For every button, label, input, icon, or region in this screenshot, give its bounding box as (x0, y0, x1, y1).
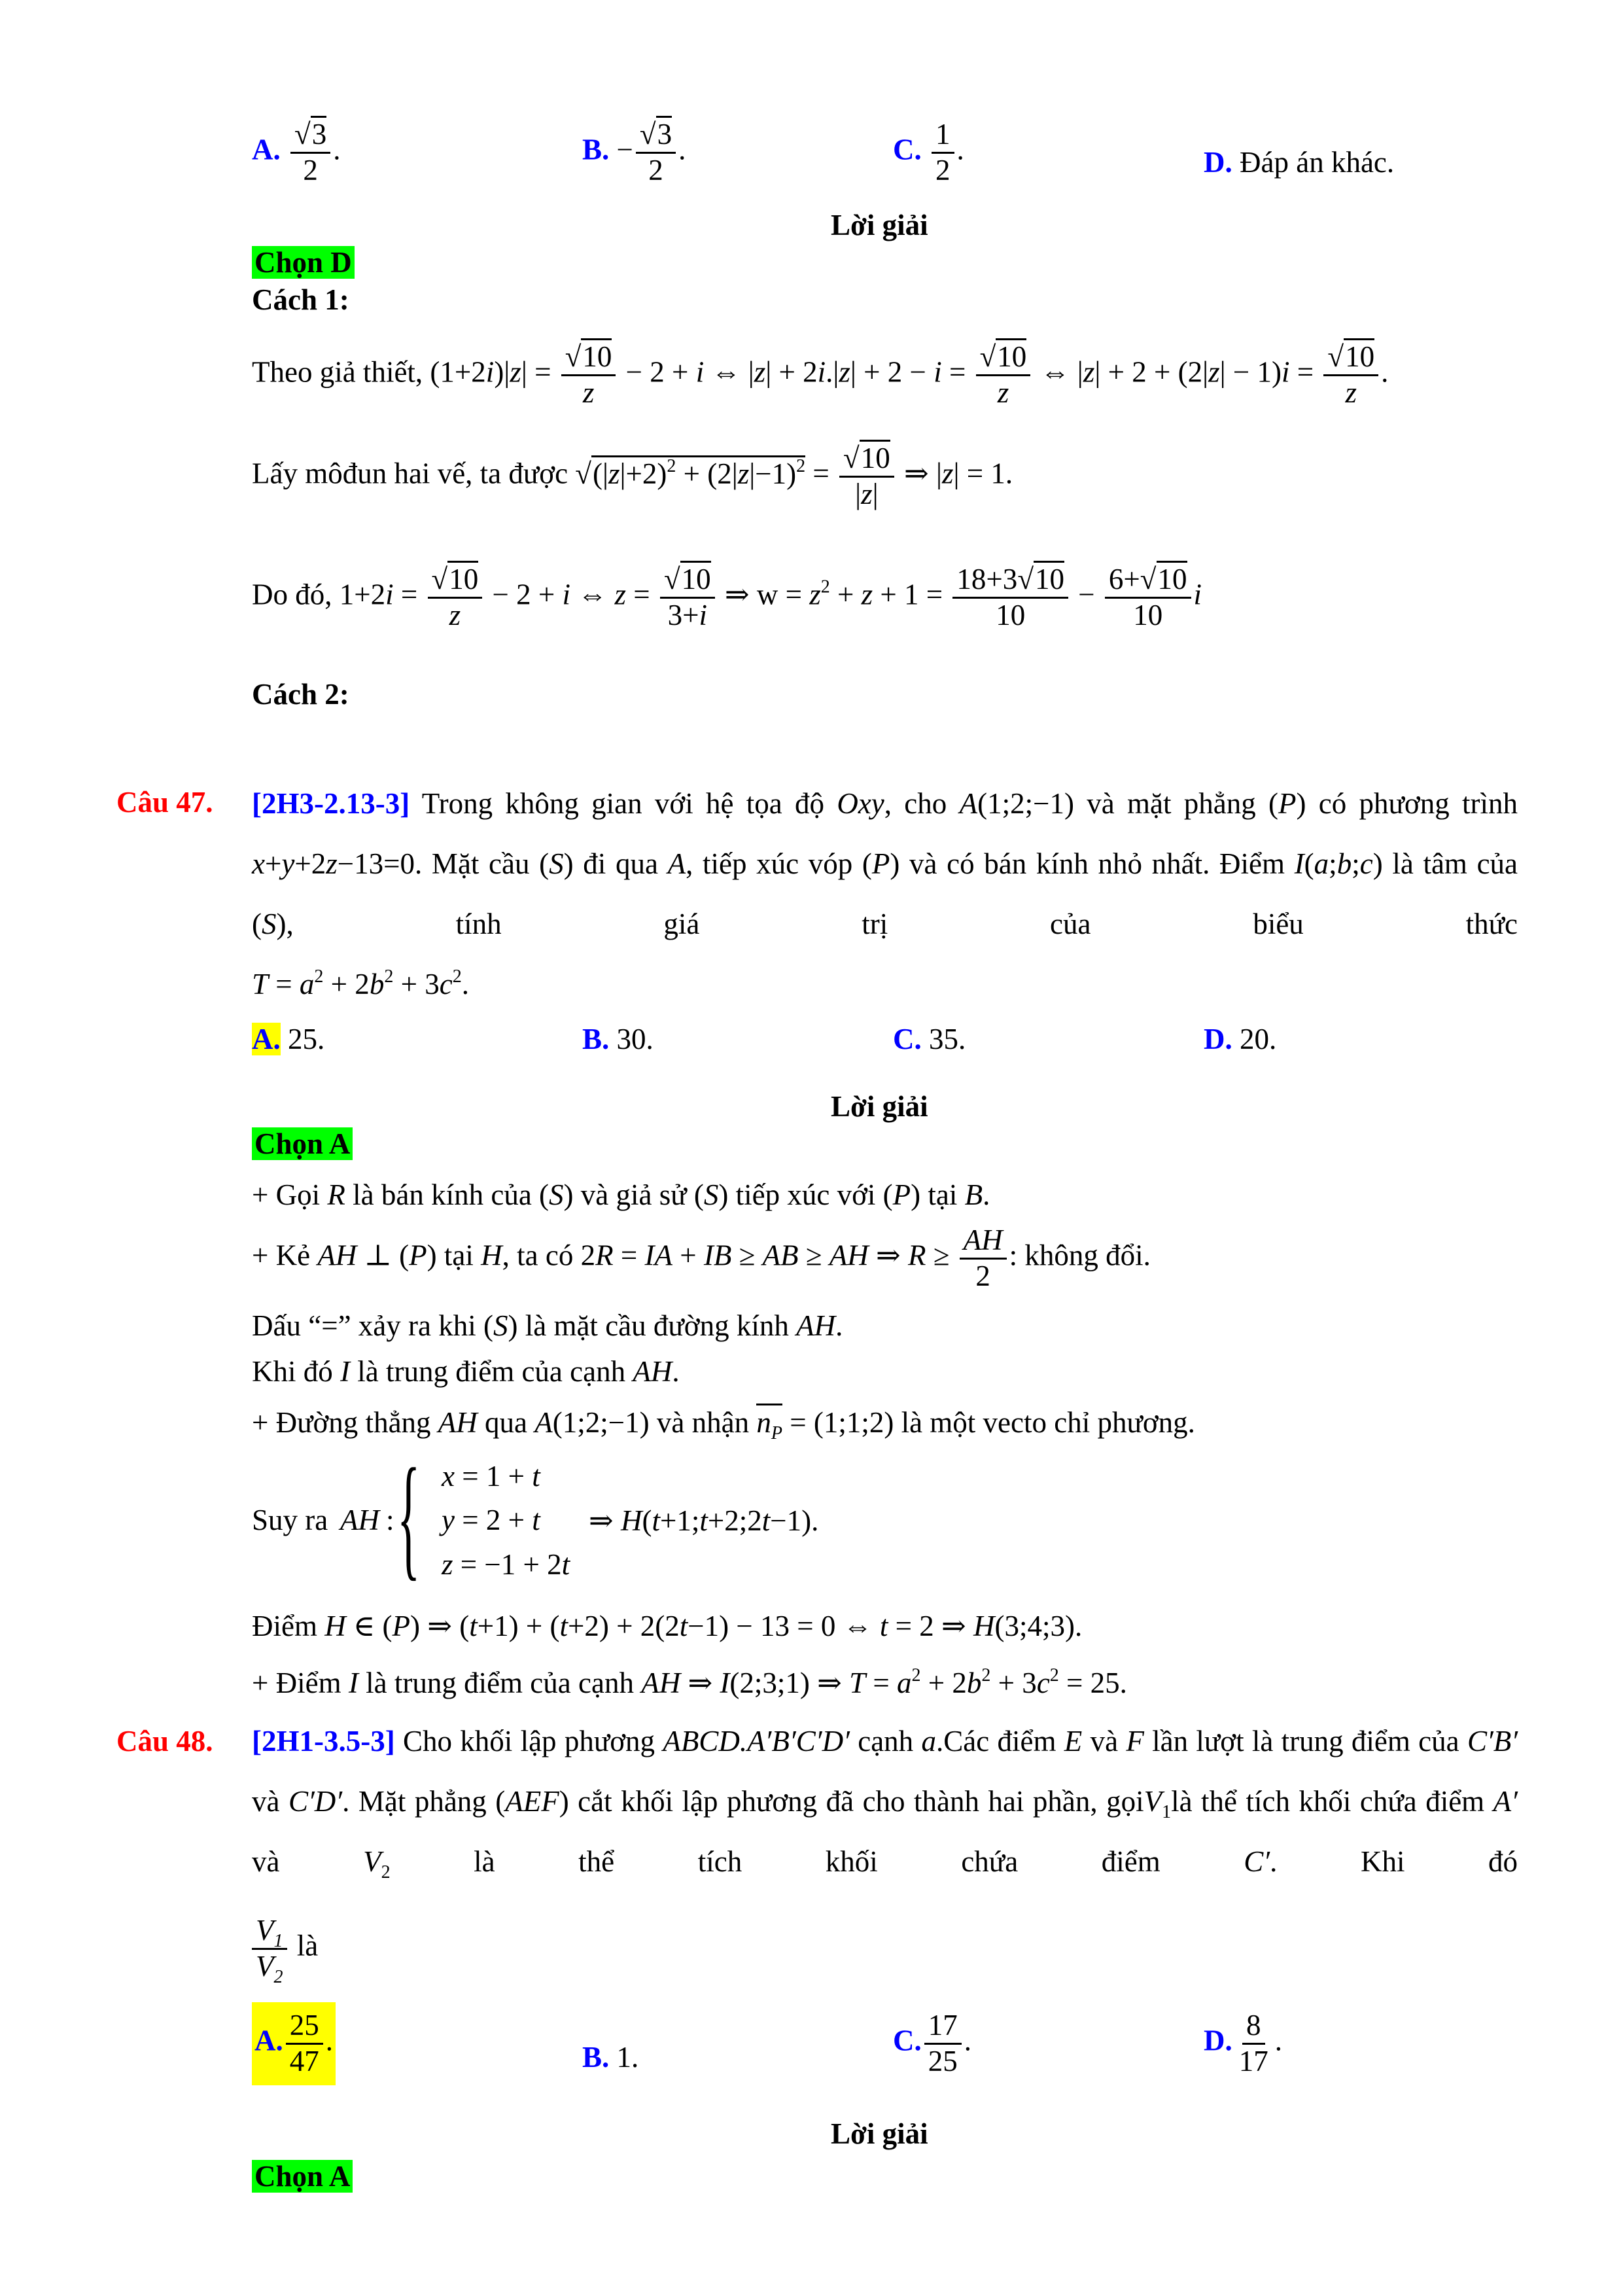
q47-option-b: B. 30. (582, 1023, 654, 1055)
option-label: C. (893, 133, 922, 166)
solution-heading: Lời giải (831, 209, 928, 241)
q47-step-1: + Gọi R là bán kính của (S) và giả sử (S) tiếp xúc với (P) tại B. (252, 1178, 990, 1211)
option-label: D. (1204, 146, 1232, 179)
question-47-label: Câu 47. (116, 786, 213, 819)
question-47-text: [2H3-2.13-3] Trong không gian với hệ tọa độ Oxy, cho A(1;2;−1) và mặt phẳng (P) có phương trình x+y+2z−13=0. Mặt cầu (S) đi qua A, tiếp xúc vóp (P) và có bán kính nhỏ nhất. Điểm I(a;b;c) là tâm của (S), tính giá trị của biểu thức (252, 787, 1518, 940)
solution-line-3: Do đó, 1+2i = √ $\frac{10}{z}$ − 2 + i ⇔ z = √ $\frac{10}{3+i}$ ⇒ $w = z^2 + z + 1$ = $\frac{18+3√ 10}{10}$ − $\frac{6+√ 10}{10}$ i (252, 563, 1202, 633)
q47-option-a: A. 25. (252, 1023, 325, 1055)
q47-step-3: Dấu “=” xảy ra khi (S) là mặt cầu đường kính AH. (252, 1309, 843, 1342)
question-48-label: Câu 48. (116, 1725, 213, 1757)
q47-step-7: Điểm H ∈ (P) ⇒ (t+1) + (t+2) + 2(2t−1) − 13 = 0 ⇔ t = 2 ⇒ H(3;4;3). (252, 1610, 1083, 1642)
q47-step-4: Khi đó I là trung điểm của cạnh AH. (252, 1355, 680, 1388)
question-48-ratio: $\frac{V_1}{V_2}$ là (252, 1914, 318, 1984)
solution-heading: Lời giải (831, 1090, 928, 1123)
q48-option-b: B. 1. (582, 2041, 639, 2074)
top-answer-b: B. − √ $\frac{3}{2}$ . (582, 118, 686, 188)
q47-step-5: + Đường thẳng AH qua A(1;2;−1) và nhận $n_P$ = (1;1;2) là một vecto chỉ phương. (252, 1404, 1195, 1439)
q47-step-2: + Kẻ AH ⊥ (P) tại H, ta có 2R = IA + IB ≥ AB ≥ AH ⇒ R ≥ $\frac{AH}{2}$ : không đổi. (252, 1224, 1151, 1292)
fraction: √ $\frac{3}{2}$ (636, 118, 676, 188)
option-label: A. (252, 133, 281, 166)
solution-line-1: Theo giả thiết, (1+2i)|z| = √ $\frac{10}{z}$ − 2 + i ⇔ |z| + 2i.|z| + 2 − i = √ $\frac{10}{z}$ ⇔ |z| + 2 + (2|z| − 1)i = √ $\frac{10}{z}$ . (252, 340, 1388, 410)
q48-option-c: C. $\frac{17}{25}$ . (893, 2009, 971, 2077)
fraction: $\frac{1}{2}$ (932, 118, 954, 188)
q47-option-d: D. 20. (1204, 1023, 1277, 1055)
solution-heading: Lời giải (831, 2117, 928, 2150)
method-1-heading: Cách 1: (252, 283, 349, 316)
q47-step-8: + Điểm I là trung điểm của cạnh AH ⇒ I(2;3;1) ⇒ $T = a^2 + 2b^2 + 3c^2 = 25$. (252, 1665, 1127, 1699)
q48-option-d: D. $\frac{8}{17}$ . (1204, 2009, 1282, 2077)
option-label: B. (582, 133, 610, 166)
top-answer-a: A. √ $\frac{3}{2}$ . (252, 118, 340, 188)
top-answer-c: C. $\frac{1}{2}$ . (893, 118, 964, 186)
method-2-heading: Cách 2: (252, 678, 349, 711)
q48-option-a: A. $\frac{25}{47}$ . (252, 2002, 336, 2085)
q47-option-c: C. 35. (893, 1023, 966, 1055)
choice-badge: Chọn A (252, 2159, 353, 2193)
solution-line-2: Lấy môđun hai vế, ta được √ $(|z|+2)^2 + (2|z|-1)^2$ = √ $\frac{10}{|z|}$ ⇒ |z| = 1. (252, 442, 1013, 512)
fraction: √ $\frac{3}{2}$ (290, 118, 330, 188)
question-48-text: [2H1-3.5-3] Cho khối lập phương ABCD.A′B′C′D′ cạnh a.Các điểm E và F lần lượt là trung điểm của C′B′ và C′D′. Mặt phẳng (AEF) cắt khối lập phương đã cho thành hai phần, gọiV$_1$là thể tích khối chứa điểm A′ và $V_2$ là thể tích khối chứa điểm C′. Khi đó (252, 1725, 1518, 1882)
choice-badge: Chọn A (252, 1127, 353, 1161)
top-answer-d: D. Đáp án khác. (1204, 146, 1395, 179)
choice-badge: Chọn D (252, 245, 355, 279)
question-47-expression: $T = a^2 + 2b^2 + 3c^2$. (252, 966, 469, 1000)
